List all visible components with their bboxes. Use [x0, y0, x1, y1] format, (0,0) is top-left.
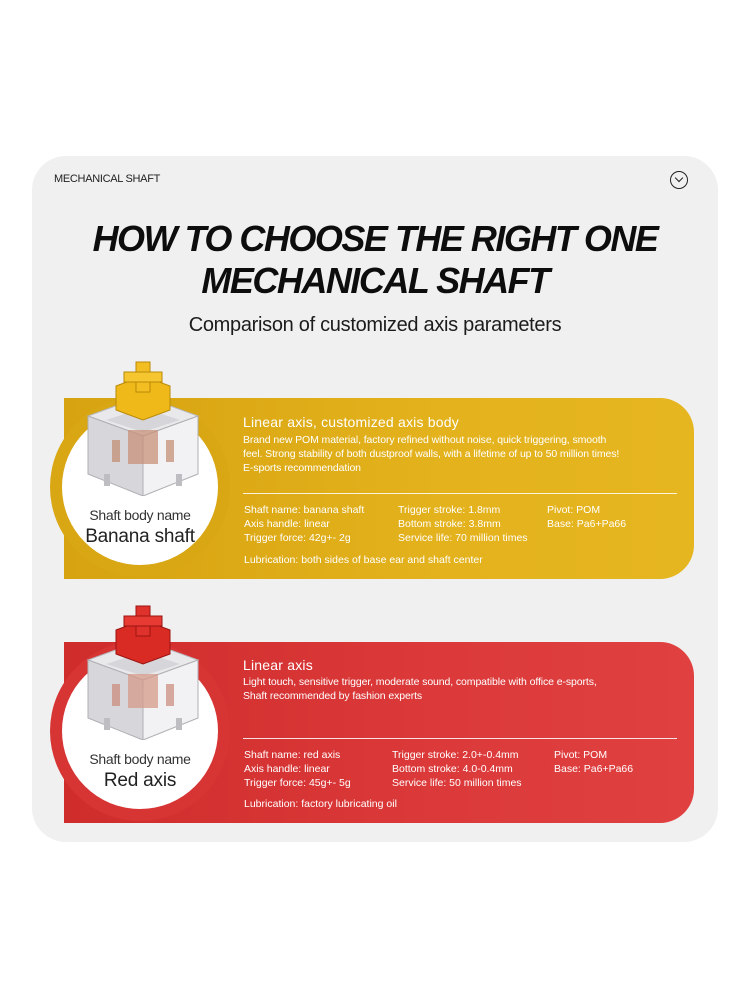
spec-item: Shaft name: banana shaft [244, 504, 365, 516]
spec-item: Service life: 70 million times [398, 532, 528, 544]
red-switch-image [68, 600, 218, 740]
spec-item: Pivot: POM [547, 504, 601, 516]
red-title: Linear axis [243, 657, 313, 673]
headline-line-1: HOW TO CHOOSE THE RIGHT ONE [92, 218, 658, 259]
spec-item: Bottom stroke: 4.0-0.4mm [392, 763, 513, 775]
red-spec-col-1 [244, 748, 351, 790]
headline-line-2: MECHANICAL SHAFT [201, 260, 549, 301]
spec-item: Trigger stroke: 2.0+-0.4mm [392, 749, 519, 761]
red-caption-large: Red axis [103, 770, 177, 791]
banana-divider [243, 493, 677, 494]
spec-item: Shaft name: red axis [244, 749, 341, 761]
headline [32, 218, 718, 302]
red-description [243, 675, 683, 703]
banana-desc-line-2: feel. Strong stability of both dustproof walls, with a lifetime of up to 50 million times! [243, 448, 620, 460]
red-desc-line-2: Shaft recommended by fashion experts [243, 690, 423, 702]
banana-title: Linear axis, customized axis body [243, 414, 459, 430]
banana-switch-image [68, 356, 218, 496]
banana-spec-col-2 [398, 503, 528, 545]
red-spec-col-3 [554, 748, 633, 776]
red-lubrication: Lubrication: factory lubricating oil [244, 798, 397, 810]
spec-item: Trigger stroke: 1.8mm [398, 504, 501, 516]
banana-caption-small: Shaft body name [89, 507, 191, 523]
spec-item: Base: Pa6+Pa66 [554, 763, 634, 775]
banana-desc-line-3: E-sports recommendation [243, 462, 361, 474]
subheading: Comparison of customized axis parameters [188, 314, 562, 336]
spec-item: Service life: 50 million times [392, 777, 522, 789]
chevron-down-icon[interactable] [670, 171, 688, 189]
red-spec-col-2 [392, 748, 522, 790]
banana-caption-large: Banana shaft [85, 526, 195, 547]
spec-item: Trigger force: 42g+- 2g [244, 532, 351, 544]
section-tag: MECHANICAL SHAFT [54, 173, 161, 185]
spec-item: Trigger force: 45g+- 5g [244, 777, 351, 789]
red-desc-line-1: Light touch, sensitive trigger, moderate sound, compatible with office e-sports, [243, 676, 597, 688]
red-stem [116, 606, 170, 664]
banana-description [243, 433, 683, 475]
spec-item: Pivot: POM [554, 749, 608, 761]
spec-item: Bottom stroke: 3.8mm [398, 518, 501, 530]
red-caption-small: Shaft body name [89, 751, 191, 767]
spec-item: Base: Pa6+Pa66 [547, 518, 627, 530]
banana-spec-col-3 [547, 503, 626, 531]
red-divider [243, 738, 677, 739]
banana-desc-line-1: Brand new POM material, factory refined without noise, quick triggering, smooth [243, 434, 607, 446]
banana-lubrication: Lubrication: both sides of base ear and shaft center [244, 554, 483, 566]
spec-item: Axis handle: linear [244, 518, 330, 530]
banana-spec-col-1 [244, 503, 364, 545]
spec-item: Axis handle: linear [244, 763, 330, 775]
banana-stem [116, 362, 170, 420]
